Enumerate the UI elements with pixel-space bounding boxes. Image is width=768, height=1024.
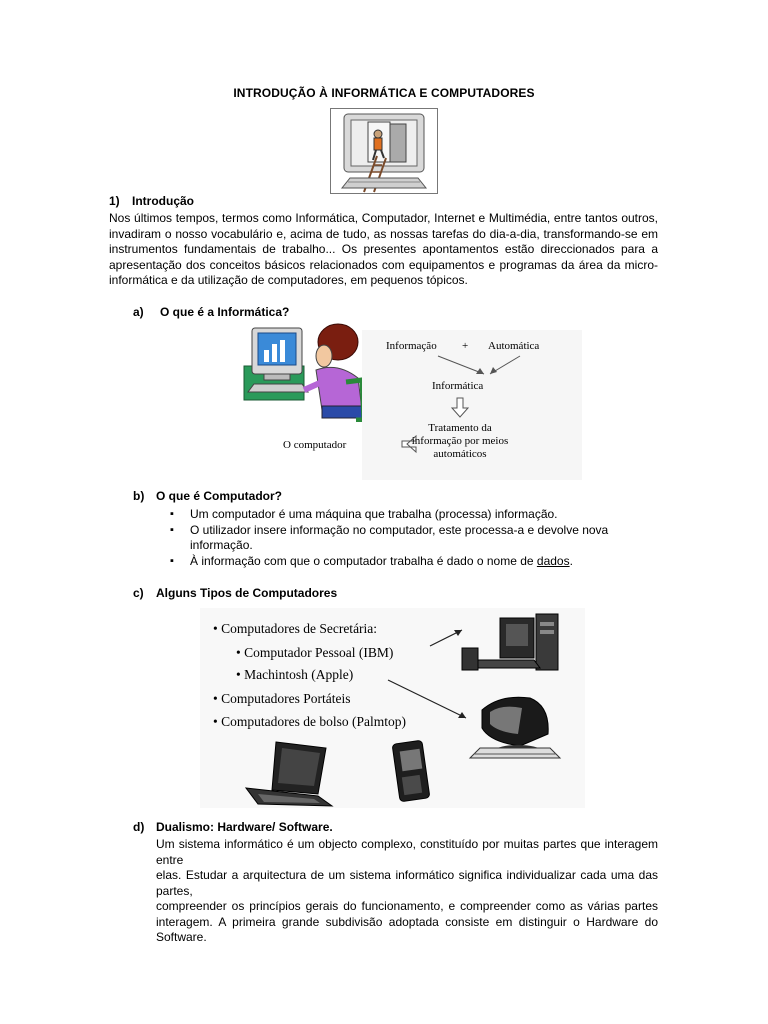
diagram-informacao: Informação [386, 340, 437, 352]
paragraph-line: informática e da utilização de computadores, em pequenos tópicos. [109, 273, 468, 287]
type-item: • Computadores Portáteis [213, 691, 351, 706]
paragraph-line: instrumentos fundamentais de trabalho... Os presentes apontamentos estão direccionados para a [109, 242, 658, 256]
desktop-computer-icon [462, 614, 558, 670]
palmtop-icon [392, 740, 430, 802]
imac-computer-icon [470, 697, 560, 758]
section-c-heading: Alguns Tipos de Computadores [156, 586, 338, 600]
section-1-heading: Introdução [132, 194, 194, 208]
type-item: • Computadores de bolso (Palmtop) [213, 714, 406, 729]
diagram-informatica: Informática [432, 380, 484, 392]
type-item: • Computadores de Secretária: [213, 621, 378, 636]
section-c-letter: c) [133, 586, 144, 600]
paragraph-line: invadiram o nosso vocabulário e, acima de tudo, as nossas tarefas do dia-a-dia, transformando-se em [109, 226, 658, 241]
bullet-item: ▪ Um computador é uma máquina que trabalha (processa) informação. [170, 507, 640, 523]
paragraph-line: apresentação dos conceitos básicos relacionados com equipamentos e programas da área da micro- [109, 257, 658, 272]
paragraph-line: Nos últimos tempos, termos como Informática, Computador, Internet e Multimédia, entre tantos outros, [109, 211, 658, 225]
section-b-heading: O que é Computador? [156, 489, 282, 503]
section-d-paragraph [156, 837, 658, 946]
diagram-automatica: Automática [488, 340, 540, 352]
paragraph-line: elas. Estudar a arquitectura de um sistema informático significa individualizar cada uma das partes, [156, 868, 658, 898]
bullet-item: ▪ À informação com que o computador trabalha é dado o nome de dados. [170, 554, 640, 570]
section-1-number: 1) [109, 194, 120, 208]
computer-door-clipart [330, 108, 438, 194]
section-b-bullets [170, 507, 640, 569]
paragraph-line: interagem. A primeira grande subdivisão adoptada consiste em distinguir o Hardware do Software. [156, 914, 658, 944]
paragraph-line: compreender os princípios gerais do funcionamento, e compreender como as várias partes [156, 899, 658, 913]
diagram-tratamento-line: Tratamento da [428, 422, 492, 434]
section-b-letter: b) [133, 489, 145, 503]
diagram-plus: + [462, 340, 469, 352]
laptop-icon [246, 742, 332, 806]
computer-types-drawings [200, 608, 585, 808]
section-a-letter: a) [133, 305, 144, 319]
section-a-heading: O que é a Informática? [160, 305, 290, 319]
type-item: • Machintosh (Apple) [236, 667, 354, 682]
section-d-letter: d) [133, 820, 145, 834]
section-1-paragraph [109, 211, 658, 289]
diagram-tratamento [405, 422, 515, 461]
dados-term: dados [536, 553, 570, 568]
paragraph-line: Um sistema informático é um objecto complexo, constituído por muitas partes que interagem entre [156, 837, 658, 867]
diagram-tratamento-line: informação por meios [411, 435, 509, 447]
section-d-heading: Dualismo: Hardware/ Software. [156, 820, 333, 834]
document-title: INTRODUÇÃO À INFORMÁTICA E COMPUTADORES [233, 86, 535, 100]
diagram-tratamento-line: automáticos [433, 448, 487, 460]
bullet-item: ▪ O utilizador insere informação no computador, este processa-a e devolve nova informação. [170, 523, 640, 554]
type-item: • Computador Pessoal (IBM) [236, 645, 394, 660]
diagram-computador: O computador [283, 439, 347, 451]
